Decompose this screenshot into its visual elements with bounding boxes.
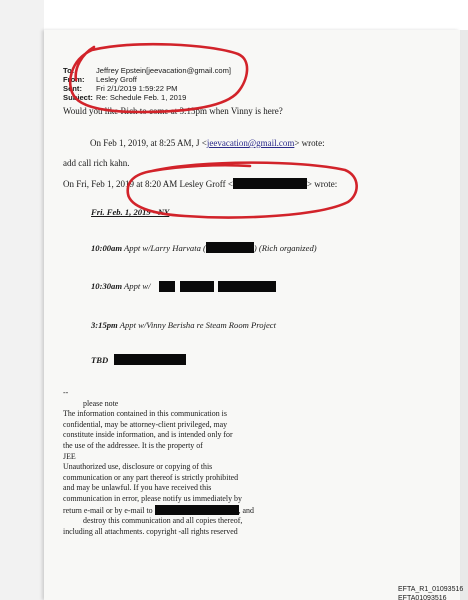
redaction-bar [180, 281, 214, 292]
subject-value: Re: Schedule Feb. 1, 2019 [96, 93, 187, 102]
disclaimer-line: destroy this communication and all copies thereof, [83, 516, 243, 526]
item4-time: TBD [91, 355, 109, 365]
quote-header-2 [63, 178, 337, 189]
disclaimer-block [63, 388, 303, 537]
to-value: Jeffrey Epstein[jeevacation@gmail.com] [96, 66, 232, 75]
schedule-item-2 [91, 281, 151, 291]
bates-number: EFTA_R1_01093516 [398, 586, 464, 593]
item1-text: Appt w/Larry Harvata ( [124, 243, 206, 253]
page-top-margin [0, 0, 468, 30]
item2-time: 10:30am [91, 281, 123, 291]
quote1-email: jeevacation@gmail.com [206, 138, 295, 148]
item1-time: 10:00am [91, 243, 123, 253]
reply-line: add call rich kahn. [63, 158, 130, 168]
redaction-bar [233, 178, 307, 189]
disclaimer-line: and may be unlawful. If you have received this [63, 483, 212, 493]
quote-header-1 [90, 138, 325, 148]
bates-number-partial: EFTA01093516 [398, 595, 447, 600]
quote2-prefix: On Fri, Feb 1, 2019 at 8:20 AM Lesley Groff < [63, 179, 233, 189]
quote2-suffix: > wrote: [306, 179, 338, 189]
to-label: To: [63, 66, 75, 75]
redaction-bar [114, 354, 186, 365]
sent-label: Sent: [63, 84, 82, 93]
disclaimer-line: communication or any part thereof is strictly prohibited [63, 472, 239, 482]
question-line: Would you like Rich to come at 3:15pm when Vinny is here? [63, 106, 283, 116]
disclaimer-line: Unauthorized use, disclosure or copying of this [63, 462, 213, 472]
item1-note: ) (Rich organized) [253, 243, 317, 253]
schedule-item-4 [91, 355, 108, 365]
schedule-item-3 [91, 320, 276, 330]
disclaimer-line: including all attachments. copyright -all rights reserved [63, 526, 238, 536]
disclaimer-line: The information contained in this communication is [63, 409, 227, 419]
from-label: From: [63, 75, 85, 84]
quote1-prefix: On Feb 1, 2019, at 8:25 AM, J < [90, 138, 207, 148]
item3-text: Appt w/Vinny Berisha re Steam Room Project [119, 320, 276, 330]
disclaimer-line: constitute inside information, and is intended only for [63, 430, 233, 440]
subject-label: Subject: [63, 93, 93, 102]
item2-text: Appt w/ [124, 281, 151, 291]
sig-please-note: please note [83, 398, 119, 408]
item3-time: 3:15pm [91, 320, 118, 330]
redaction-bar [159, 281, 175, 292]
sent-value: Fri 2/1/2019 1:59:22 PM [96, 84, 178, 93]
schedule-item-1 [91, 242, 317, 253]
disclaimer-line: communication in error, please notify us immediately by [63, 493, 242, 503]
redaction-bar [206, 242, 254, 253]
disclaimer-line: JEE [63, 451, 76, 461]
schedule-date-heading: Fri. Feb. 1, 2019 - NY [91, 207, 170, 217]
disclaimer-line: confidential, may be attorney-client privileged, may [63, 419, 228, 429]
quote1-suffix: > wrote: [294, 138, 325, 148]
from-value: Lesley Groff [96, 75, 137, 84]
redaction-bar [218, 281, 276, 292]
sig-dashes: -- [63, 388, 69, 397]
redaction-bar [155, 505, 239, 515]
disclaimer-line-redacted: return e-mail or by e-mail to , and [63, 505, 254, 515]
page-left-margin [0, 0, 44, 600]
disclaimer-line: the use of the addressee. It is the property of [63, 440, 203, 450]
